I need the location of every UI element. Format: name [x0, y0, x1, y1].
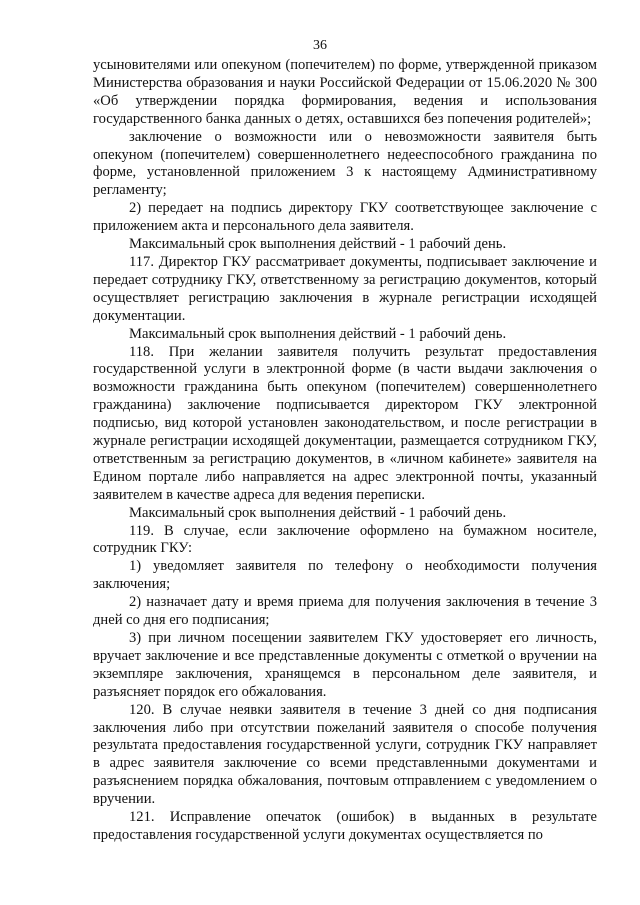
paragraph: 2) назначает дату и время приема для получения заключения в течение 3 дней со дня его подписания;	[93, 594, 597, 629]
page-number: 36	[313, 38, 327, 53]
paragraph: заключение о возможности или о невозможности заявителя быть опекуном (попечителем) совершеннолетнего недееспособного гражданина по форме, установленной приложением 3 к настоящему Административному регламенту;	[93, 128, 597, 199]
paragraph: 1) уведомляет заявителя по телефону о необходимости получения заключения;	[93, 558, 597, 593]
paragraph: 117. Директор ГКУ рассматривает документы, подписывает заключение и передает сотруднику ГКУ, ответственному за регистрацию документов, который осуществляет регистрацию заключения в журнале регистрации исходящей документации.	[93, 253, 597, 324]
paragraph: 119. В случае, если заключение оформлено на бумажном носителе, сотрудник ГКУ:	[93, 522, 597, 557]
paragraph: 121. Исправление опечаток (ошибок) в выданных в результате предоставления государственной услуги документах осуществляется по	[93, 809, 597, 843]
paragraph: Максимальный срок выполнения действий - 1 рабочий день.	[129, 504, 507, 521]
paragraph: усыновителями или опекуном (попечителем) по форме, утвержденной приказом Министерства образования и науки Российской Федерации от 15.06.2020 № 300 «Об утверждении порядка формирования, ведения и использования государственного банка данных о детях, оставшихся без попечения родителей»;	[93, 57, 597, 127]
paragraph: Максимальный срок выполнения действий - 1 рабочий день.	[129, 236, 507, 253]
paragraph: 120. В случае неявки заявителя в течение 3 дней со дня подписания заключения либо при отсутствии пожеланий заявителя о способе получения результата предоставления государственной услуги, сотрудник ГКУ направляет в адрес заявителя заключение со всеми представленными документами и разъяснением порядка обжалования, почтовым отправлением с уведомлением о вручении.	[93, 701, 597, 808]
paragraph: 3) при личном посещении заявителем ГКУ удостоверяет его личность, вручает заключение и все представленные документы с отметкой о вручении на экземпляре заключения, хранящемся в персональном деле заявителя, и разъясняет порядок его обжалования.	[93, 630, 597, 700]
paragraph: 118. При желании заявителя получить результат предоставления государственной услуги в электронной форме (в части выдачи заключения о возможности гражданина быть опекуном (попечителем) совершеннолетнего гражданина) заключение подписывается директором ГКУ электронной подписью, вид которой установлен законодательством, и после регистрации в журнале регистрации исходящей документации, размещается сотрудником ГКУ, ответственным за регистрацию документов, в «личном кабинете» заявителя на Едином портале либо направляется на адрес электронной почты, указанный заявителем в качестве адреса для ведения переписки.	[93, 343, 597, 503]
document-body	[93, 57, 597, 845]
paragraph: Максимальный срок выполнения действий - 1 рабочий день.	[129, 325, 507, 342]
paragraph: 2) передает на подпись директору ГКУ соответствующее заключение с приложением акта и персонального дела заявителя.	[93, 200, 597, 235]
